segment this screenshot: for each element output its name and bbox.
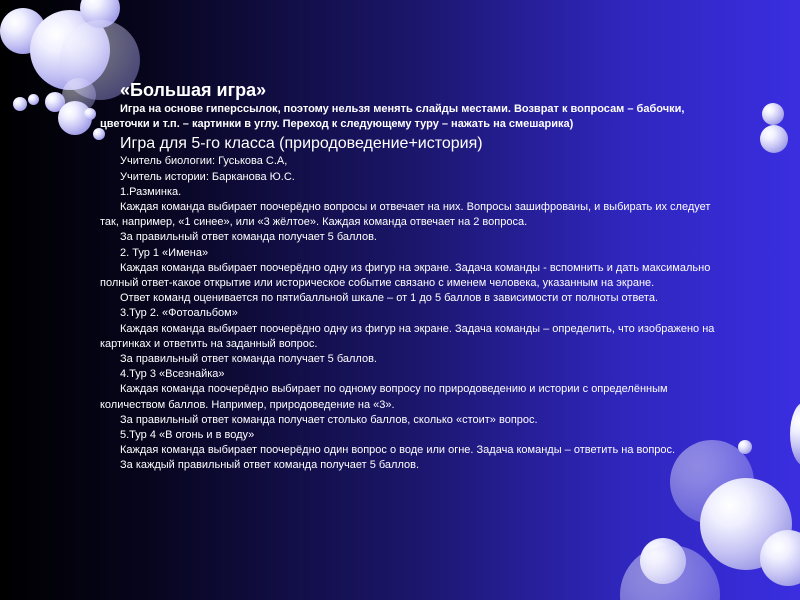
bubble-decoration	[760, 125, 788, 153]
slide-subtitle: Игра для 5-го класса (природоведение+история)	[120, 135, 483, 153]
slide-note: Игра на основе гиперссылок, поэтому нельзя менять слайды местами. Возврат к вопросам – бабочки, цветочки и т.п. – картинки в углу. Переход к следующему туру – нажать на смешарика)	[100, 103, 685, 131]
round-description: Каждая команда выбирает поочерёдно один вопрос о воде или огне. Задача команды – ответить на вопрос.	[120, 444, 676, 457]
round-heading: 5.Тур 4 «В огонь и в воду»	[120, 429, 255, 442]
round-description: Каждая команда поочерёдно выбирает по одному вопросу по природоведению и истории с определённым количеством баллов. Например, природоведение на «3».	[100, 383, 668, 411]
bubble-decoration	[762, 103, 784, 125]
round-heading: 2. Тур 1 «Имена»	[120, 246, 209, 259]
round-heading: 4.Тур 3 «Всезнайка»	[120, 368, 225, 381]
round-scoring: Ответ команд оценивается по пятибалльной шкале – от 1 до 5 баллов в зависимости от полноты ответа.	[120, 292, 659, 305]
round-description: Каждая команда выбирает поочерёдно одну из фигур на экране. Задача команды – определить, что изображено на картинках и ответить на заданный вопрос.	[100, 322, 715, 350]
teacher-history: Учитель истории: Барканова Ю.С.	[120, 170, 295, 183]
bubble-decoration	[790, 402, 800, 466]
bubble-decoration	[620, 545, 720, 600]
slide-content	[100, 78, 728, 474]
round-scoring: За правильный ответ команда получает 5 баллов.	[120, 231, 377, 244]
teacher-biology: Учитель биологии: Гуськова С.А,	[120, 155, 288, 168]
round-scoring: За каждый правильный ответ команда получает 5 баллов.	[120, 459, 420, 472]
bubble-decoration	[84, 108, 96, 120]
bubble-decoration	[13, 97, 27, 111]
round-description: Каждая команда выбирает поочерёдно вопросы и отвечает на них. Вопросы зашифрованы, и выбирать их следует так, например, «1 синее», или «3 жёлтое». Каждая команда отвечает на 2 вопроса.	[100, 201, 711, 229]
round-heading: 3.Тур 2. «Фотоальбом»	[120, 307, 238, 320]
round-scoring: За правильный ответ команда получает 5 баллов.	[120, 353, 377, 366]
round-description: Каждая команда выбирает поочерёдно одну из фигур на экране. Задача команды - вспомнить и дать максимально полный ответ-какое открытие или историческое событие связано с именем человека, указанным на экране.	[100, 261, 711, 290]
slide-title: «Большая игра»	[120, 80, 267, 100]
round-scoring: За правильный ответ команда получает столько баллов, сколько «стоит» вопрос.	[120, 413, 538, 426]
round-heading: 1.Разминка.	[120, 185, 182, 198]
bubble-decoration	[28, 94, 39, 105]
